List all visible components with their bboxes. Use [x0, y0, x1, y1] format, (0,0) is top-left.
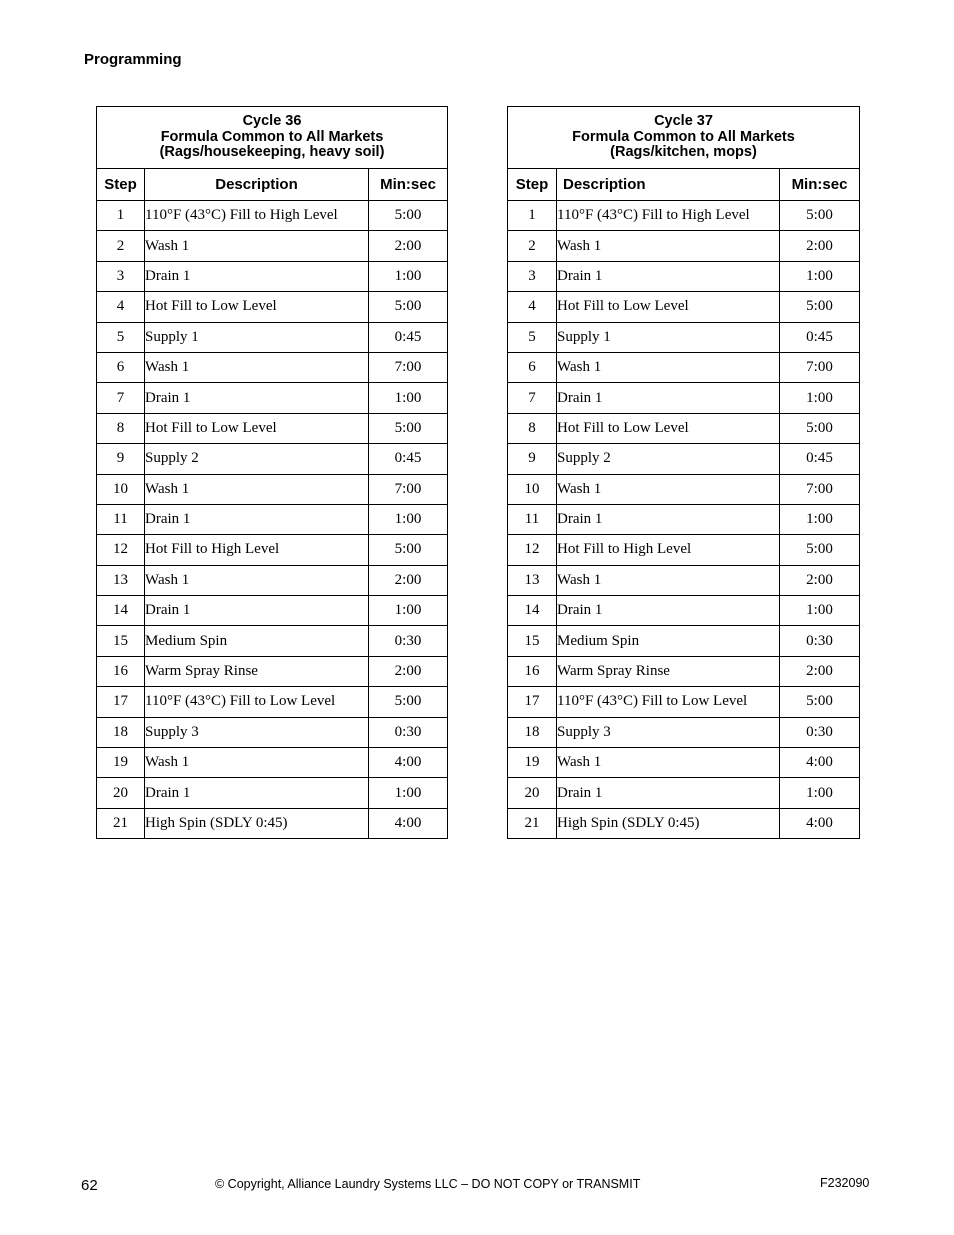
time-cell: 0:45: [780, 444, 860, 474]
table-row: [508, 596, 860, 626]
table-row: [508, 778, 860, 808]
step-cell: 17: [508, 687, 557, 717]
description-cell: Drain 1: [145, 261, 369, 291]
step-cell: 18: [508, 717, 557, 747]
description-cell: Drain 1: [557, 778, 780, 808]
table-row: [508, 656, 860, 686]
step-cell: 7: [508, 383, 557, 413]
table-row: [508, 444, 860, 474]
step-cell: 12: [97, 535, 145, 565]
time-cell: 7:00: [780, 352, 860, 382]
table-row: [97, 778, 448, 808]
description-cell: Drain 1: [557, 504, 780, 534]
description-cell: Wash 1: [145, 565, 369, 595]
step-cell: 15: [508, 626, 557, 656]
table-row: [97, 292, 448, 322]
description-cell: Wash 1: [145, 474, 369, 504]
step-cell: 3: [508, 261, 557, 291]
cycle-36-table: [96, 106, 448, 839]
step-cell: 17: [97, 687, 145, 717]
description-cell: Hot Fill to Low Level: [145, 292, 369, 322]
table-row: [508, 626, 860, 656]
description-cell: High Spin (SDLY 0:45): [557, 808, 780, 838]
time-cell: 1:00: [780, 261, 860, 291]
description-cell: Drain 1: [557, 596, 780, 626]
table-row: [97, 748, 448, 778]
description-cell: Wash 1: [557, 231, 780, 261]
time-cell: 5:00: [369, 535, 448, 565]
time-cell: 0:30: [780, 626, 860, 656]
description-cell: 110°F (43°C) Fill to Low Level: [145, 687, 369, 717]
table-row: [508, 504, 860, 534]
step-cell: 12: [508, 535, 557, 565]
table-title-line: Formula Common to All Markets: [572, 128, 795, 145]
table-row: [97, 656, 448, 686]
section-header: Programming: [84, 51, 182, 68]
description-cell: Wash 1: [557, 565, 780, 595]
table-row: [508, 808, 860, 838]
description-cell: Drain 1: [145, 778, 369, 808]
step-cell: 9: [508, 444, 557, 474]
description-cell: Wash 1: [145, 231, 369, 261]
description-cell: Hot Fill to High Level: [557, 535, 780, 565]
step-cell: 14: [508, 596, 557, 626]
table-row: [97, 565, 448, 595]
description-cell: Drain 1: [557, 261, 780, 291]
table-title-line: (Rags/kitchen, mops): [610, 144, 757, 161]
table-row: [508, 383, 860, 413]
time-cell: 0:45: [780, 322, 860, 352]
table-row: [97, 352, 448, 382]
time-cell: 5:00: [369, 292, 448, 322]
table-title-line: Formula Common to All Markets: [160, 128, 384, 145]
step-cell: 2: [508, 231, 557, 261]
description-cell: Drain 1: [557, 383, 780, 413]
description-cell: High Spin (SDLY 0:45): [145, 808, 369, 838]
time-cell: 2:00: [780, 565, 860, 595]
step-cell: 8: [508, 413, 557, 443]
description-cell: Drain 1: [145, 383, 369, 413]
table-row: [97, 808, 448, 838]
time-cell: 4:00: [369, 748, 448, 778]
column-header-time: Min:sec: [780, 169, 860, 201]
description-cell: Medium Spin: [557, 626, 780, 656]
description-cell: Supply 2: [557, 444, 780, 474]
time-cell: 7:00: [369, 352, 448, 382]
time-cell: 5:00: [780, 413, 860, 443]
step-cell: 2: [97, 231, 145, 261]
step-cell: 11: [97, 504, 145, 534]
description-cell: Supply 1: [557, 322, 780, 352]
step-cell: 3: [97, 261, 145, 291]
time-cell: 0:30: [369, 626, 448, 656]
description-cell: Hot Fill to High Level: [145, 535, 369, 565]
time-cell: 2:00: [780, 656, 860, 686]
table-row: [97, 535, 448, 565]
step-cell: 20: [508, 778, 557, 808]
document-number: F232090: [820, 1176, 870, 1190]
time-cell: 0:30: [369, 717, 448, 747]
table-row: [508, 201, 860, 231]
step-cell: 6: [508, 352, 557, 382]
copyright-notice: © Copyright, Alliance Laundry Systems LLC – DO NOT COPY or TRANSMIT: [215, 1177, 641, 1191]
step-cell: 21: [97, 808, 145, 838]
step-cell: 21: [508, 808, 557, 838]
step-cell: 16: [97, 656, 145, 686]
step-cell: 11: [508, 504, 557, 534]
description-cell: Supply 1: [145, 322, 369, 352]
description-cell: Supply 2: [145, 444, 369, 474]
time-cell: 1:00: [780, 504, 860, 534]
description-cell: 110°F (43°C) Fill to High Level: [145, 201, 369, 231]
table-title-line: Cycle 36: [242, 113, 302, 130]
time-cell: 5:00: [780, 292, 860, 322]
description-cell: Warm Spray Rinse: [557, 656, 780, 686]
time-cell: 5:00: [780, 201, 860, 231]
step-cell: 4: [97, 292, 145, 322]
time-cell: 1:00: [369, 504, 448, 534]
description-cell: Medium Spin: [145, 626, 369, 656]
description-cell: Hot Fill to Low Level: [557, 292, 780, 322]
time-cell: 1:00: [780, 383, 860, 413]
table-row: [508, 535, 860, 565]
table-row: [508, 292, 860, 322]
time-cell: 5:00: [369, 201, 448, 231]
step-cell: 10: [508, 474, 557, 504]
step-cell: 8: [97, 413, 145, 443]
table-row: [97, 201, 448, 231]
description-cell: Wash 1: [557, 474, 780, 504]
description-cell: Drain 1: [145, 504, 369, 534]
step-cell: 9: [97, 444, 145, 474]
table-row: [508, 565, 860, 595]
step-cell: 19: [508, 748, 557, 778]
table-title: [508, 107, 860, 169]
table-title-line: (Rags/housekeeping, heavy soil): [159, 144, 385, 161]
time-cell: 0:45: [369, 322, 448, 352]
table-row: [508, 413, 860, 443]
column-header-description: Description: [145, 169, 369, 201]
time-cell: 2:00: [780, 231, 860, 261]
time-cell: 0:30: [780, 717, 860, 747]
step-cell: 7: [97, 383, 145, 413]
cycle-37-table: [507, 106, 860, 839]
column-header-description: Description: [557, 169, 780, 201]
table-row: [508, 474, 860, 504]
step-cell: 4: [508, 292, 557, 322]
table-row: [508, 231, 860, 261]
table-row: [508, 687, 860, 717]
table-title: [97, 107, 448, 169]
table-title-line: Cycle 37: [654, 113, 713, 130]
time-cell: 5:00: [369, 413, 448, 443]
step-cell: 20: [97, 778, 145, 808]
time-cell: 5:00: [369, 687, 448, 717]
step-cell: 6: [97, 352, 145, 382]
time-cell: 1:00: [369, 778, 448, 808]
description-cell: Warm Spray Rinse: [145, 656, 369, 686]
description-cell: 110°F (43°C) Fill to High Level: [557, 201, 780, 231]
table-row: [508, 748, 860, 778]
step-cell: 16: [508, 656, 557, 686]
table-row: [97, 596, 448, 626]
step-cell: 14: [97, 596, 145, 626]
description-cell: Supply 3: [145, 717, 369, 747]
step-cell: 5: [97, 322, 145, 352]
time-cell: 1:00: [369, 261, 448, 291]
table-row: [97, 626, 448, 656]
description-cell: Wash 1: [557, 352, 780, 382]
step-cell: 13: [97, 565, 145, 595]
description-cell: Hot Fill to Low Level: [145, 413, 369, 443]
time-cell: 2:00: [369, 231, 448, 261]
description-cell: Wash 1: [145, 748, 369, 778]
step-cell: 18: [97, 717, 145, 747]
table-row: [97, 261, 448, 291]
time-cell: 2:00: [369, 656, 448, 686]
time-cell: 7:00: [780, 474, 860, 504]
time-cell: 5:00: [780, 687, 860, 717]
time-cell: 2:00: [369, 565, 448, 595]
description-cell: Wash 1: [557, 748, 780, 778]
description-cell: 110°F (43°C) Fill to Low Level: [557, 687, 780, 717]
column-header-step: Step: [97, 169, 145, 201]
description-cell: Wash 1: [145, 352, 369, 382]
table-row: [97, 444, 448, 474]
description-cell: Hot Fill to Low Level: [557, 413, 780, 443]
time-cell: 4:00: [369, 808, 448, 838]
table-row: [508, 717, 860, 747]
table-row: [508, 261, 860, 291]
table-row: [97, 504, 448, 534]
time-cell: 4:00: [780, 808, 860, 838]
table-row: [97, 687, 448, 717]
table-row: [97, 717, 448, 747]
description-cell: Drain 1: [145, 596, 369, 626]
table-row: [97, 474, 448, 504]
time-cell: 1:00: [369, 596, 448, 626]
time-cell: 7:00: [369, 474, 448, 504]
step-cell: 15: [97, 626, 145, 656]
step-cell: 19: [97, 748, 145, 778]
time-cell: 4:00: [780, 748, 860, 778]
step-cell: 13: [508, 565, 557, 595]
table-row: [97, 231, 448, 261]
table-row: [508, 352, 860, 382]
step-cell: 1: [97, 201, 145, 231]
page-number: 62: [81, 1177, 98, 1194]
time-cell: 5:00: [780, 535, 860, 565]
time-cell: 1:00: [780, 596, 860, 626]
table-row: [97, 413, 448, 443]
time-cell: 1:00: [369, 383, 448, 413]
step-cell: 1: [508, 201, 557, 231]
description-cell: Supply 3: [557, 717, 780, 747]
time-cell: 1:00: [780, 778, 860, 808]
column-header-step: Step: [508, 169, 557, 201]
step-cell: 10: [97, 474, 145, 504]
step-cell: 5: [508, 322, 557, 352]
table-row: [97, 383, 448, 413]
column-header-time: Min:sec: [369, 169, 448, 201]
table-row: [97, 322, 448, 352]
time-cell: 0:45: [369, 444, 448, 474]
table-row: [508, 322, 860, 352]
